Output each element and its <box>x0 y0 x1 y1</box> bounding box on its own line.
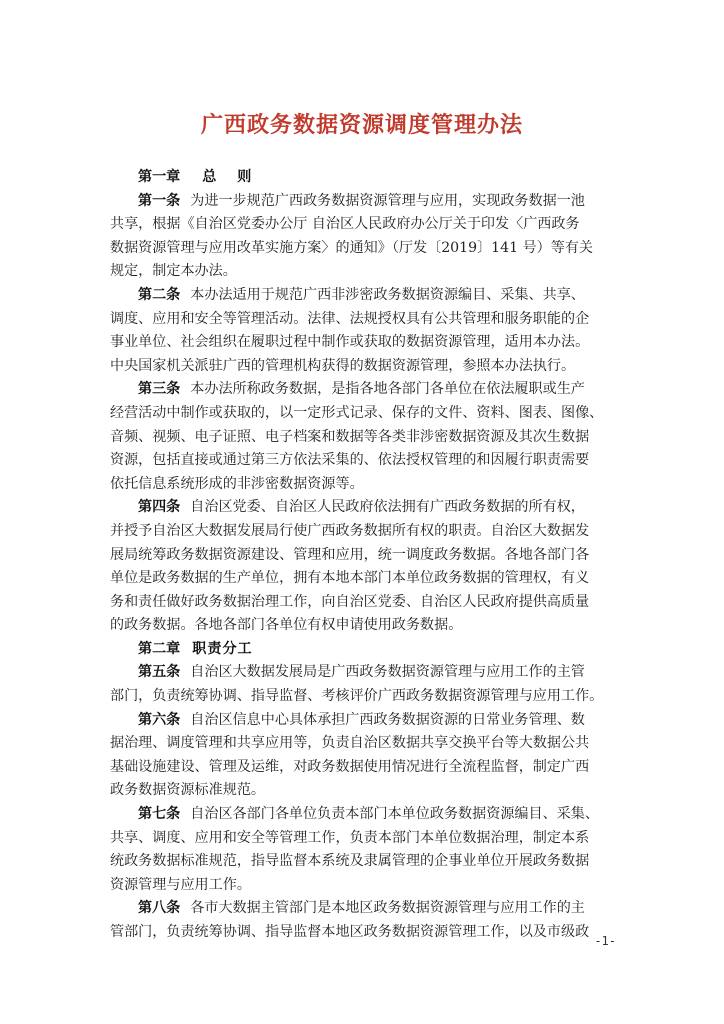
chapter-name: 总 则 <box>202 169 260 185</box>
article-label: 第二条 <box>138 286 181 303</box>
article-text-line: 依托信息系统形成的非涉密数据资源等。 <box>110 475 364 492</box>
article <box>110 897 620 944</box>
article <box>110 284 620 378</box>
article-text-line: 自治区党委、自治区人民政府依法拥有广西政务数据的所有权， <box>190 499 585 516</box>
chapter-heading <box>110 166 620 190</box>
article-text-line: 管部门，负责统筹协调、指导监督本地区政务数据资源管理工作，以及市级政 <box>110 924 590 940</box>
article-text-line: 政务数据资源标准规范。 <box>110 782 266 799</box>
article-text-line: 并授予自治区大数据发展局行使广西政务数据所有权的职责。自治区大数据发 <box>110 522 590 539</box>
article-text-line: 共享，根据《自治区党委办公厅 自治区人民政府办公厅关于印发〈广西政务 <box>110 216 580 233</box>
article-text-line: 经营活动中制作或获取的，以一定形式记录、保存的文件、资料、图表、图像、 <box>110 404 604 421</box>
article-label: 第四条 <box>138 499 181 516</box>
article-label: 第一条 <box>138 192 181 209</box>
article-text-line: 音频、视频、电子证照、电子档案和数据等各类非涉密数据资源及其次生数据 <box>110 428 590 445</box>
document-title: 广西政务数据资源调度管理办法 <box>200 113 523 138</box>
article-label: 第五条 <box>138 664 181 681</box>
chapter-name: 职责分工 <box>192 640 253 657</box>
article-text-line: 单位是政务数据的生产单位，拥有本地本部门本单位政务数据的管理权，有义 <box>110 570 590 587</box>
article-text-line: 统政务数据标准规范，指导监督本系统及隶属管理的企事业单位开展政务数据 <box>110 853 590 870</box>
article-text-line: 自治区信息中心具体承担广西政务数据资源的日常业务管理、数 <box>190 711 585 728</box>
article-text-line: 中央国家机关派驻广西的管理机构获得的数据资源管理，参照本办法执行。 <box>110 357 576 374</box>
article-label: 第八条 <box>138 900 181 917</box>
article-text-line: 自治区大数据发展局是广西政务数据资源管理与应用工作的主管 <box>190 664 585 681</box>
article <box>110 709 620 803</box>
article-text-line: 为进一步规范广西政务数据资源管理与应用，实现政务数据一池 <box>190 192 585 209</box>
article <box>110 803 620 897</box>
article-label: 第三条 <box>138 381 181 398</box>
article-label: 第六条 <box>138 711 181 728</box>
article-text-line: 务和责任做好政务数据治理工作，向自治区党委、自治区人民政府提供高质量 <box>110 593 590 610</box>
article-text-line: 共享、调度、应用和安全等管理工作，负责本部门本单位数据治理，制定本系 <box>110 829 590 846</box>
article <box>110 378 620 496</box>
article-text-line: 事业单位、社会组织在履职过程中制作或获取的数据资源管理，适用本办法。 <box>110 334 590 351</box>
article-text-line: 数据资源管理与应用改革实施方案〉的通知》（厅发〔2019〕141 号）等有关 <box>110 239 594 256</box>
chapter-heading <box>110 638 620 662</box>
article <box>110 190 620 284</box>
page-number: -1- <box>594 934 616 948</box>
article-text-line: 基础设施建设、管理及运维，对政务数据使用情况进行全流程监督，制定广西 <box>110 758 590 775</box>
article-text-line: 本办法所称政务数据，是指各地各部门各单位在依法履职或生产 <box>190 381 585 398</box>
chapter-label: 第一章 <box>138 169 181 185</box>
article-text-line: 的政务数据。各地各部门各单位有权申请使用政务数据。 <box>110 617 463 634</box>
document-body <box>110 166 620 945</box>
article-text-line: 资源，包括直接或通过第三方依法采集的、依法授权管理的和因履行职责需要 <box>110 452 590 469</box>
article-text-line: 资源管理与应用工作。 <box>110 876 251 893</box>
article-text-line: 规定，制定本办法。 <box>110 263 237 280</box>
article <box>110 661 620 708</box>
article-text-line: 调度、应用和安全等管理活动。法律、法规授权具有公共管理和服务职能的企 <box>110 310 590 327</box>
article-text-line: 部门，负责统筹协调、指导监督、考核评价广西政务数据资源管理与应用工作。 <box>110 688 604 705</box>
article-text-line: 本办法适用于规范广西非涉密政务数据资源编目、采集、共享、 <box>190 286 585 303</box>
article-text-line: 据治理、调度管理和共享应用等，负责自治区数据共享交换平台等大数据公共 <box>110 735 590 752</box>
article-label: 第七条 <box>138 806 181 823</box>
article-text-line: 各市大数据主管部门是本地区政务数据资源管理与应用工作的主 <box>190 900 585 917</box>
article-text-line: 自治区各部门各单位负责本部门本单位政务数据资源编目、采集、 <box>190 806 599 823</box>
article-text-line: 展局统筹政务数据资源建设、管理和应用，统一调度政务数据。各地各部门各 <box>110 546 590 563</box>
article <box>110 496 620 638</box>
chapter-label: 第二章 <box>138 640 181 657</box>
